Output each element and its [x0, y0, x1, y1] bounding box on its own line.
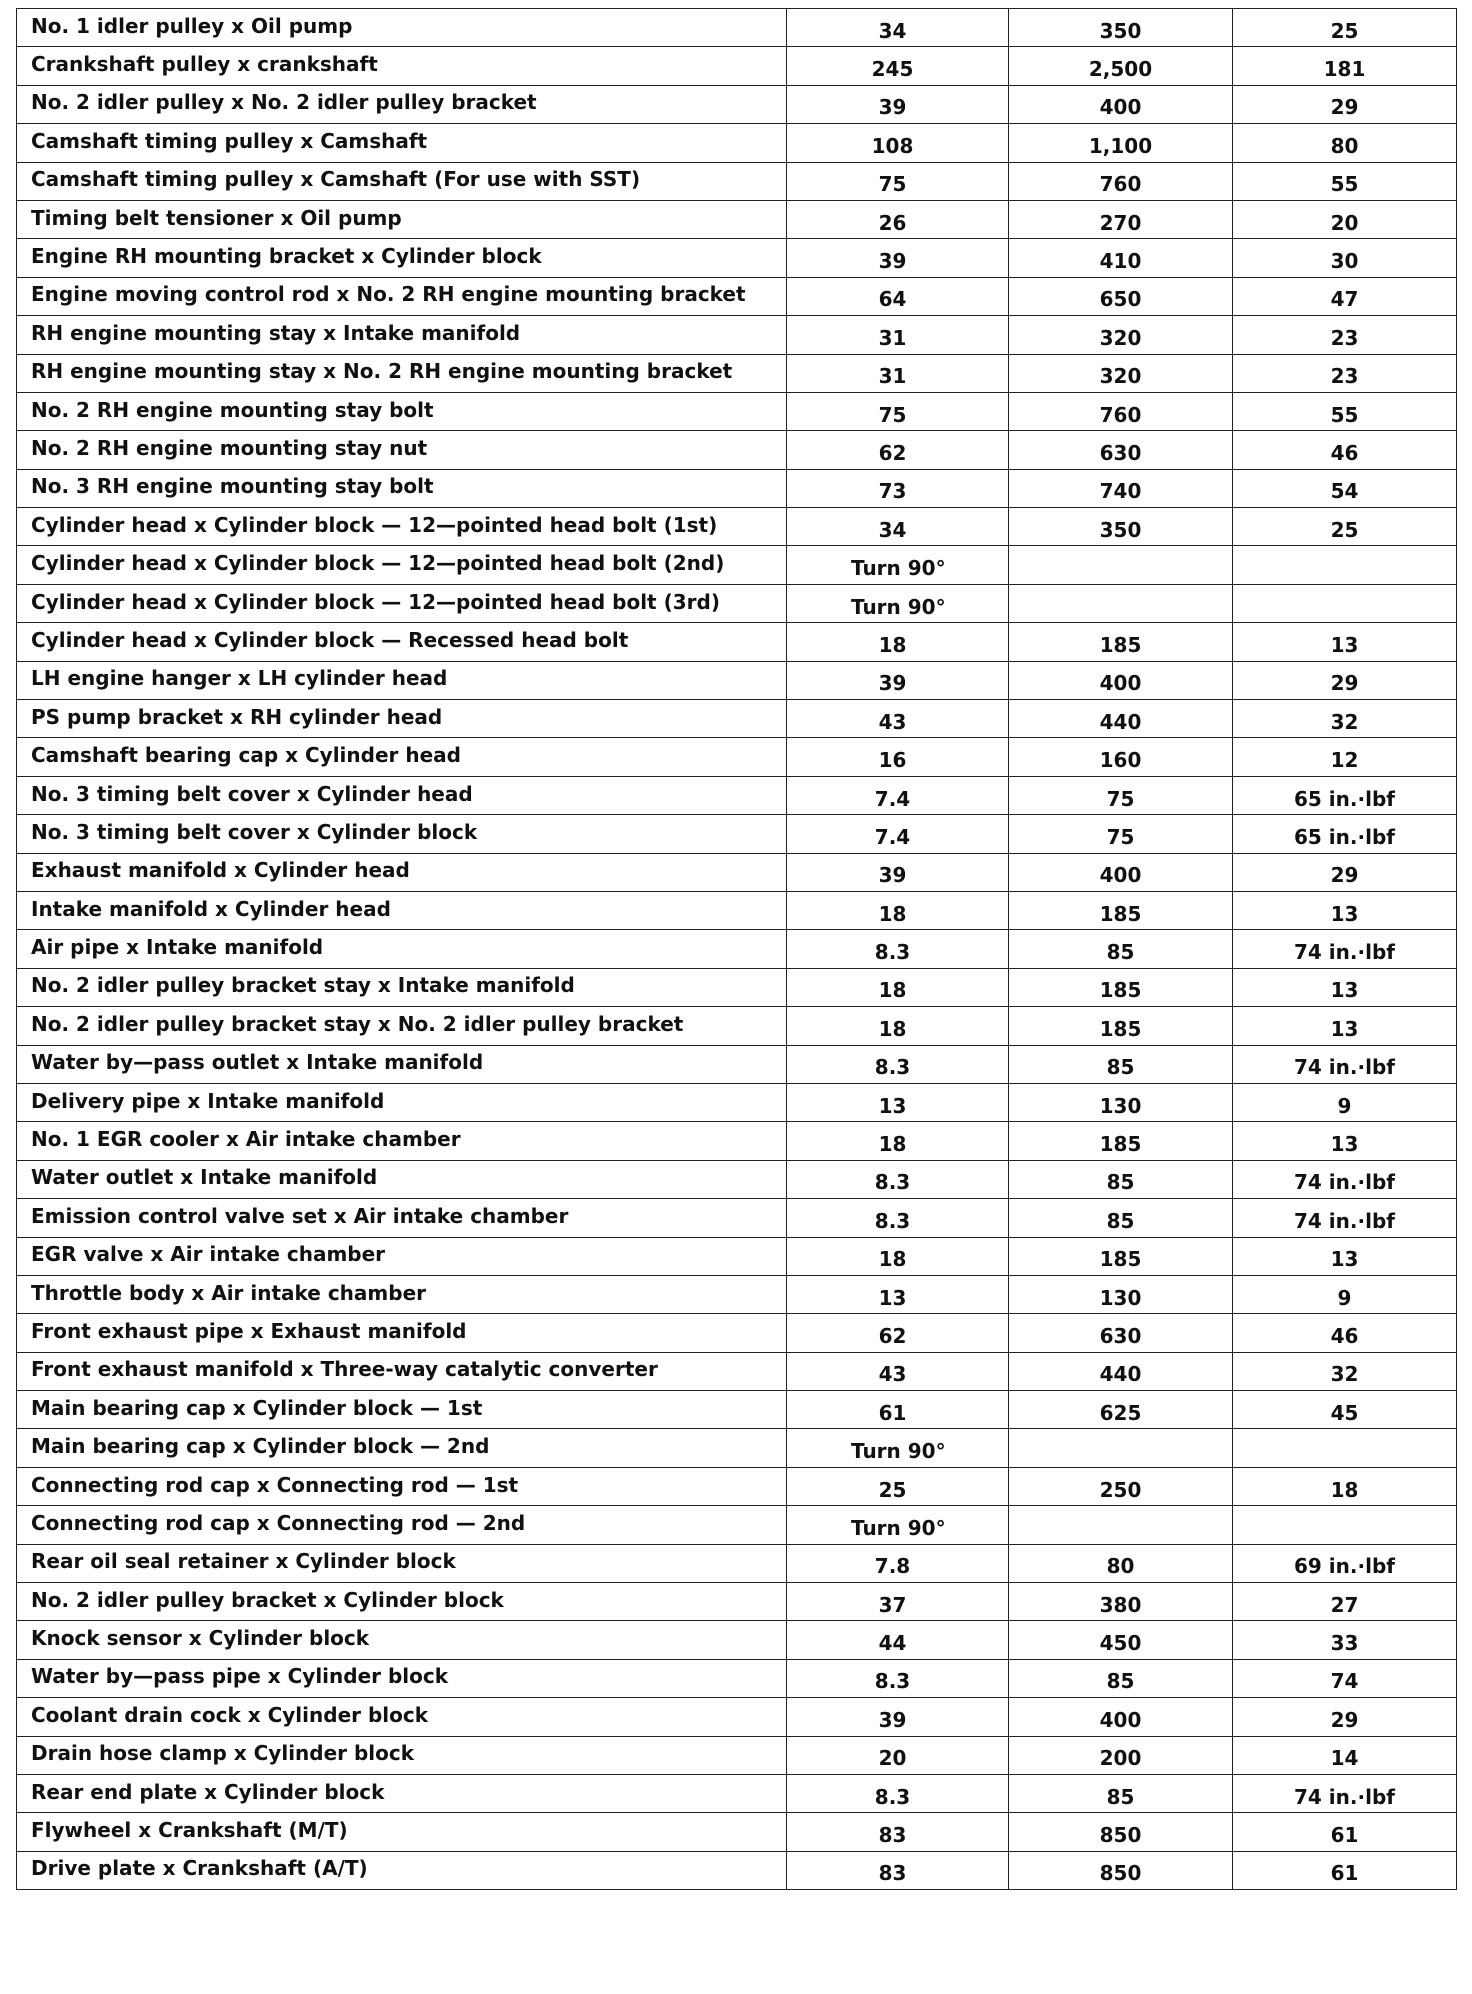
torque-kgfcm-cell: 400 — [1009, 1698, 1233, 1736]
torque-nm-cell: 64 — [787, 277, 1009, 315]
part-name-cell: Rear end plate x Cylinder block — [17, 1774, 787, 1812]
part-name-cell: No. 2 idler pulley bracket stay x Intake manifold — [17, 968, 787, 1006]
torque-ftlbf-cell: 23 — [1233, 316, 1457, 354]
torque-kgfcm-cell: 85 — [1009, 930, 1233, 968]
torque-ftlbf-cell: 23 — [1233, 354, 1457, 392]
torque-kgfcm-cell: 130 — [1009, 1275, 1233, 1313]
torque-ftlbf-cell: 12 — [1233, 738, 1457, 776]
part-name-cell: No. 2 RH engine mounting stay nut — [17, 431, 787, 469]
table-row — [17, 1314, 1457, 1352]
table-row — [17, 354, 1457, 392]
torque-nm-cell: 245 — [787, 47, 1009, 85]
torque-ftlbf-cell: 18 — [1233, 1467, 1457, 1505]
torque-kgfcm-cell: 130 — [1009, 1083, 1233, 1121]
torque-nm-cell: 8.3 — [787, 1160, 1009, 1198]
torque-nm-cell: 108 — [787, 124, 1009, 162]
torque-ftlbf-cell: 13 — [1233, 968, 1457, 1006]
torque-kgfcm-cell: 350 — [1009, 508, 1233, 546]
torque-ftlbf-cell: 29 — [1233, 85, 1457, 123]
torque-specification-table — [16, 8, 1457, 1890]
torque-kgfcm-cell: 185 — [1009, 891, 1233, 929]
part-name-cell: Intake manifold x Cylinder head — [17, 891, 787, 929]
part-name-cell: Connecting rod cap x Connecting rod — 2nd — [17, 1506, 787, 1544]
part-name-cell: Main bearing cap x Cylinder block — 1st — [17, 1391, 787, 1429]
torque-ftlbf-cell: 13 — [1233, 891, 1457, 929]
torque-kgfcm-cell: 185 — [1009, 968, 1233, 1006]
torque-nm-cell: 75 — [787, 162, 1009, 200]
part-name-cell: Water by—pass outlet x Intake manifold — [17, 1045, 787, 1083]
part-name-cell: No. 2 idler pulley bracket stay x No. 2 idler pulley bracket — [17, 1007, 787, 1045]
table-row — [17, 162, 1457, 200]
table-row — [17, 508, 1457, 546]
table-row — [17, 1429, 1457, 1467]
torque-ftlbf-cell: 74 — [1233, 1659, 1457, 1697]
torque-ftlbf-cell: 61 — [1233, 1813, 1457, 1851]
torque-table-body — [17, 9, 1457, 1890]
table-row — [17, 1160, 1457, 1198]
torque-ftlbf-cell: 65 in.·lbf — [1233, 815, 1457, 853]
part-name-cell: RH engine mounting stay x No. 2 RH engine mounting bracket — [17, 354, 787, 392]
torque-ftlbf-cell: 29 — [1233, 1698, 1457, 1736]
part-name-cell: Flywheel x Crankshaft (M/T) — [17, 1813, 787, 1851]
torque-ftlbf-cell: 74 in.·lbf — [1233, 1045, 1457, 1083]
part-name-cell: RH engine mounting stay x Intake manifold — [17, 316, 787, 354]
torque-ftlbf-cell: 46 — [1233, 1314, 1457, 1352]
torque-ftlbf-cell: 55 — [1233, 162, 1457, 200]
torque-ftlbf-cell: 55 — [1233, 392, 1457, 430]
part-name-cell: EGR valve x Air intake chamber — [17, 1237, 787, 1275]
torque-nm-cell: 7.8 — [787, 1544, 1009, 1582]
empty-cell — [1233, 1429, 1457, 1467]
torque-nm-cell: 39 — [787, 853, 1009, 891]
table-row — [17, 316, 1457, 354]
table-row — [17, 968, 1457, 1006]
torque-nm-cell: 31 — [787, 316, 1009, 354]
part-name-cell: No. 3 timing belt cover x Cylinder block — [17, 815, 787, 853]
torque-nm-cell: 8.3 — [787, 1659, 1009, 1697]
table-row — [17, 1698, 1457, 1736]
torque-ftlbf-cell: 13 — [1233, 1237, 1457, 1275]
torque-kgfcm-cell: 185 — [1009, 1122, 1233, 1160]
torque-nm-cell: 43 — [787, 700, 1009, 738]
turn-angle-cell: Turn 90° — [787, 546, 1009, 584]
table-row — [17, 1813, 1457, 1851]
empty-cell — [1009, 1429, 1233, 1467]
torque-nm-cell: 44 — [787, 1621, 1009, 1659]
torque-ftlbf-cell: 33 — [1233, 1621, 1457, 1659]
torque-ftlbf-cell: 20 — [1233, 200, 1457, 238]
table-row — [17, 47, 1457, 85]
torque-nm-cell: 16 — [787, 738, 1009, 776]
torque-kgfcm-cell: 630 — [1009, 431, 1233, 469]
part-name-cell: PS pump bracket x RH cylinder head — [17, 700, 787, 738]
part-name-cell: Cylinder head x Cylinder block — Recessed head bolt — [17, 623, 787, 661]
torque-kgfcm-cell: 380 — [1009, 1583, 1233, 1621]
torque-ftlbf-cell: 181 — [1233, 47, 1457, 85]
torque-ftlbf-cell: 25 — [1233, 508, 1457, 546]
torque-kgfcm-cell: 850 — [1009, 1851, 1233, 1889]
torque-kgfcm-cell: 400 — [1009, 853, 1233, 891]
torque-kgfcm-cell: 250 — [1009, 1467, 1233, 1505]
torque-kgfcm-cell: 160 — [1009, 738, 1233, 776]
torque-kgfcm-cell: 185 — [1009, 1237, 1233, 1275]
torque-ftlbf-cell: 47 — [1233, 277, 1457, 315]
turn-angle-cell: Turn 90° — [787, 1506, 1009, 1544]
part-name-cell: Camshaft bearing cap x Cylinder head — [17, 738, 787, 776]
torque-nm-cell: 39 — [787, 85, 1009, 123]
torque-kgfcm-cell: 75 — [1009, 815, 1233, 853]
table-row — [17, 1774, 1457, 1812]
torque-ftlbf-cell: 74 in.·lbf — [1233, 1160, 1457, 1198]
empty-cell — [1233, 1506, 1457, 1544]
torque-nm-cell: 20 — [787, 1736, 1009, 1774]
torque-kgfcm-cell: 200 — [1009, 1736, 1233, 1774]
part-name-cell: Camshaft timing pulley x Camshaft — [17, 124, 787, 162]
part-name-cell: No. 3 RH engine mounting stay bolt — [17, 469, 787, 507]
torque-ftlbf-cell: 54 — [1233, 469, 1457, 507]
part-name-cell: Front exhaust manifold x Three-way catalytic converter — [17, 1352, 787, 1390]
part-name-cell: Rear oil seal retainer x Cylinder block — [17, 1544, 787, 1582]
table-row — [17, 584, 1457, 622]
part-name-cell: Water outlet x Intake manifold — [17, 1160, 787, 1198]
table-row — [17, 1122, 1457, 1160]
torque-kgfcm-cell: 320 — [1009, 316, 1233, 354]
torque-kgfcm-cell: 760 — [1009, 162, 1233, 200]
part-name-cell: No. 3 timing belt cover x Cylinder head — [17, 776, 787, 814]
torque-nm-cell: 18 — [787, 891, 1009, 929]
part-name-cell: Cylinder head x Cylinder block — 12—pointed head bolt (2nd) — [17, 546, 787, 584]
part-name-cell: Knock sensor x Cylinder block — [17, 1621, 787, 1659]
torque-ftlbf-cell: 46 — [1233, 431, 1457, 469]
empty-cell — [1233, 546, 1457, 584]
torque-nm-cell: 31 — [787, 354, 1009, 392]
torque-kgfcm-cell: 185 — [1009, 1007, 1233, 1045]
part-name-cell: Exhaust manifold x Cylinder head — [17, 853, 787, 891]
table-row — [17, 700, 1457, 738]
torque-nm-cell: 18 — [787, 1237, 1009, 1275]
torque-kgfcm-cell: 1,100 — [1009, 124, 1233, 162]
torque-ftlbf-cell: 65 in.·lbf — [1233, 776, 1457, 814]
table-row — [17, 1659, 1457, 1697]
table-row — [17, 124, 1457, 162]
torque-ftlbf-cell: 74 in.·lbf — [1233, 930, 1457, 968]
torque-nm-cell: 43 — [787, 1352, 1009, 1390]
torque-nm-cell: 13 — [787, 1083, 1009, 1121]
torque-ftlbf-cell: 32 — [1233, 700, 1457, 738]
torque-kgfcm-cell: 440 — [1009, 700, 1233, 738]
torque-kgfcm-cell: 85 — [1009, 1659, 1233, 1697]
table-row — [17, 1621, 1457, 1659]
part-name-cell: Crankshaft pulley x crankshaft — [17, 47, 787, 85]
torque-kgfcm-cell: 85 — [1009, 1045, 1233, 1083]
part-name-cell: Timing belt tensioner x Oil pump — [17, 200, 787, 238]
empty-cell — [1233, 584, 1457, 622]
part-name-cell: No. 2 RH engine mounting stay bolt — [17, 392, 787, 430]
table-row — [17, 239, 1457, 277]
part-name-cell: Air pipe x Intake manifold — [17, 930, 787, 968]
table-row — [17, 623, 1457, 661]
torque-kgfcm-cell: 350 — [1009, 9, 1233, 47]
torque-kgfcm-cell: 650 — [1009, 277, 1233, 315]
table-row — [17, 469, 1457, 507]
part-name-cell: Coolant drain cock x Cylinder block — [17, 1698, 787, 1736]
torque-kgfcm-cell: 400 — [1009, 85, 1233, 123]
table-row — [17, 1007, 1457, 1045]
torque-nm-cell: 18 — [787, 968, 1009, 1006]
torque-kgfcm-cell: 85 — [1009, 1199, 1233, 1237]
torque-ftlbf-cell: 32 — [1233, 1352, 1457, 1390]
part-name-cell: Engine moving control rod x No. 2 RH engine mounting bracket — [17, 277, 787, 315]
torque-kgfcm-cell: 400 — [1009, 661, 1233, 699]
torque-kgfcm-cell: 850 — [1009, 1813, 1233, 1851]
part-name-cell: No. 2 idler pulley bracket x Cylinder block — [17, 1583, 787, 1621]
torque-ftlbf-cell: 13 — [1233, 623, 1457, 661]
torque-nm-cell: 7.4 — [787, 776, 1009, 814]
torque-nm-cell: 8.3 — [787, 930, 1009, 968]
torque-nm-cell: 26 — [787, 200, 1009, 238]
empty-cell — [1009, 584, 1233, 622]
table-row — [17, 1045, 1457, 1083]
torque-nm-cell: 62 — [787, 431, 1009, 469]
torque-ftlbf-cell: 74 in.·lbf — [1233, 1199, 1457, 1237]
torque-ftlbf-cell: 9 — [1233, 1275, 1457, 1313]
torque-kgfcm-cell: 85 — [1009, 1160, 1233, 1198]
turn-angle-cell: Turn 90° — [787, 1429, 1009, 1467]
turn-angle-cell: Turn 90° — [787, 584, 1009, 622]
torque-nm-cell: 25 — [787, 1467, 1009, 1505]
torque-kgfcm-cell: 2,500 — [1009, 47, 1233, 85]
torque-nm-cell: 61 — [787, 1391, 1009, 1429]
torque-nm-cell: 7.4 — [787, 815, 1009, 853]
table-row — [17, 546, 1457, 584]
torque-ftlbf-cell: 45 — [1233, 1391, 1457, 1429]
torque-nm-cell: 83 — [787, 1813, 1009, 1851]
torque-ftlbf-cell: 9 — [1233, 1083, 1457, 1121]
part-name-cell: Front exhaust pipe x Exhaust manifold — [17, 1314, 787, 1352]
torque-nm-cell: 18 — [787, 1007, 1009, 1045]
torque-kgfcm-cell: 320 — [1009, 354, 1233, 392]
part-name-cell: Connecting rod cap x Connecting rod — 1st — [17, 1467, 787, 1505]
table-row — [17, 815, 1457, 853]
table-row — [17, 1199, 1457, 1237]
part-name-cell: Cylinder head x Cylinder block — 12—pointed head bolt (1st) — [17, 508, 787, 546]
table-row — [17, 85, 1457, 123]
torque-kgfcm-cell: 630 — [1009, 1314, 1233, 1352]
part-name-cell: Main bearing cap x Cylinder block — 2nd — [17, 1429, 787, 1467]
torque-kgfcm-cell: 80 — [1009, 1544, 1233, 1582]
table-row — [17, 431, 1457, 469]
torque-kgfcm-cell: 450 — [1009, 1621, 1233, 1659]
part-name-cell: Throttle body x Air intake chamber — [17, 1275, 787, 1313]
torque-nm-cell: 83 — [787, 1851, 1009, 1889]
torque-nm-cell: 18 — [787, 1122, 1009, 1160]
torque-nm-cell: 8.3 — [787, 1774, 1009, 1812]
torque-ftlbf-cell: 27 — [1233, 1583, 1457, 1621]
part-name-cell: Camshaft timing pulley x Camshaft (For use with SST) — [17, 162, 787, 200]
part-name-cell: No. 1 idler pulley x Oil pump — [17, 9, 787, 47]
table-row — [17, 392, 1457, 430]
part-name-cell: Water by—pass pipe x Cylinder block — [17, 1659, 787, 1697]
torque-nm-cell: 37 — [787, 1583, 1009, 1621]
torque-ftlbf-cell: 69 in.·lbf — [1233, 1544, 1457, 1582]
part-name-cell: Engine RH mounting bracket x Cylinder block — [17, 239, 787, 277]
table-row — [17, 1467, 1457, 1505]
torque-ftlbf-cell: 14 — [1233, 1736, 1457, 1774]
torque-ftlbf-cell: 74 in.·lbf — [1233, 1774, 1457, 1812]
torque-ftlbf-cell: 29 — [1233, 853, 1457, 891]
torque-ftlbf-cell: 25 — [1233, 9, 1457, 47]
part-name-cell: Drain hose clamp x Cylinder block — [17, 1736, 787, 1774]
table-row — [17, 9, 1457, 47]
torque-nm-cell: 13 — [787, 1275, 1009, 1313]
table-row — [17, 277, 1457, 315]
table-row — [17, 1851, 1457, 1889]
table-row — [17, 1237, 1457, 1275]
table-row — [17, 1352, 1457, 1390]
table-row — [17, 200, 1457, 238]
table-row — [17, 1544, 1457, 1582]
torque-kgfcm-cell: 625 — [1009, 1391, 1233, 1429]
torque-nm-cell: 39 — [787, 1698, 1009, 1736]
torque-nm-cell: 62 — [787, 1314, 1009, 1352]
table-row — [17, 891, 1457, 929]
table-row — [17, 1391, 1457, 1429]
torque-kgfcm-cell: 440 — [1009, 1352, 1233, 1390]
torque-nm-cell: 39 — [787, 661, 1009, 699]
torque-kgfcm-cell: 75 — [1009, 776, 1233, 814]
part-name-cell: Cylinder head x Cylinder block — 12—pointed head bolt (3rd) — [17, 584, 787, 622]
table-row — [17, 1275, 1457, 1313]
part-name-cell: Delivery pipe x Intake manifold — [17, 1083, 787, 1121]
part-name-cell: LH engine hanger x LH cylinder head — [17, 661, 787, 699]
part-name-cell: Drive plate x Crankshaft (A/T) — [17, 1851, 787, 1889]
torque-nm-cell: 34 — [787, 9, 1009, 47]
part-name-cell: No. 2 idler pulley x No. 2 idler pulley bracket — [17, 85, 787, 123]
torque-ftlbf-cell: 13 — [1233, 1007, 1457, 1045]
torque-nm-cell: 39 — [787, 239, 1009, 277]
table-row — [17, 1506, 1457, 1544]
torque-ftlbf-cell: 29 — [1233, 661, 1457, 699]
torque-kgfcm-cell: 740 — [1009, 469, 1233, 507]
part-name-cell: No. 1 EGR cooler x Air intake chamber — [17, 1122, 787, 1160]
table-row — [17, 776, 1457, 814]
torque-ftlbf-cell: 61 — [1233, 1851, 1457, 1889]
torque-ftlbf-cell: 30 — [1233, 239, 1457, 277]
torque-nm-cell: 8.3 — [787, 1045, 1009, 1083]
table-row — [17, 738, 1457, 776]
table-row — [17, 1083, 1457, 1121]
part-name-cell: Emission control valve set x Air intake chamber — [17, 1199, 787, 1237]
torque-nm-cell: 18 — [787, 623, 1009, 661]
table-row — [17, 853, 1457, 891]
table-row — [17, 1583, 1457, 1621]
table-row — [17, 1736, 1457, 1774]
torque-kgfcm-cell: 185 — [1009, 623, 1233, 661]
torque-nm-cell: 75 — [787, 392, 1009, 430]
torque-kgfcm-cell: 410 — [1009, 239, 1233, 277]
empty-cell — [1009, 1506, 1233, 1544]
torque-ftlbf-cell: 13 — [1233, 1122, 1457, 1160]
empty-cell — [1009, 546, 1233, 584]
torque-kgfcm-cell: 270 — [1009, 200, 1233, 238]
torque-kgfcm-cell: 85 — [1009, 1774, 1233, 1812]
torque-kgfcm-cell: 760 — [1009, 392, 1233, 430]
torque-nm-cell: 34 — [787, 508, 1009, 546]
table-row — [17, 661, 1457, 699]
torque-ftlbf-cell: 80 — [1233, 124, 1457, 162]
table-row — [17, 930, 1457, 968]
torque-nm-cell: 73 — [787, 469, 1009, 507]
torque-nm-cell: 8.3 — [787, 1199, 1009, 1237]
